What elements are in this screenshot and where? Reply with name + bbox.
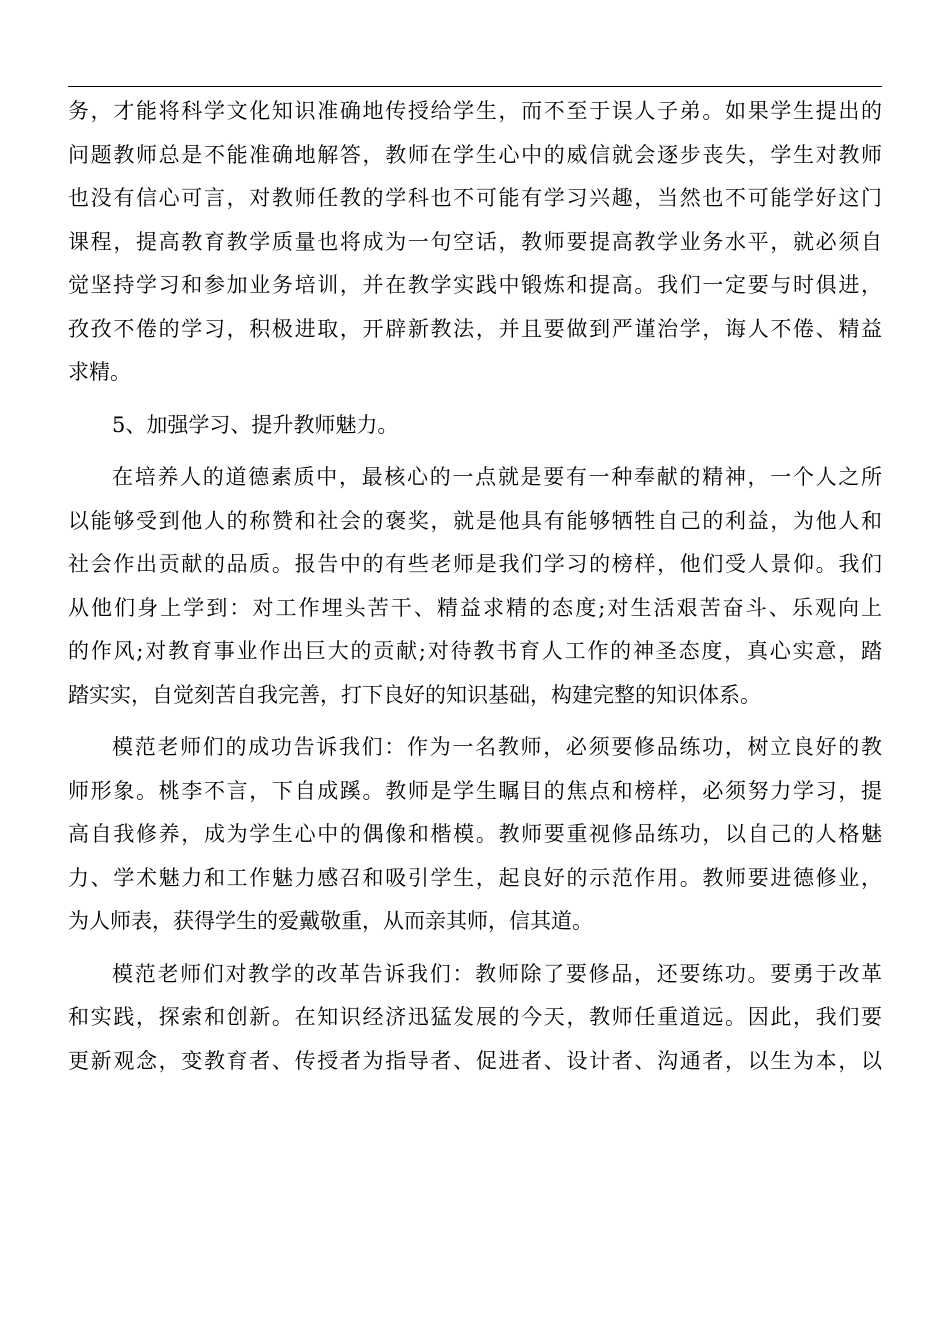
text-line: 和实践，探索和创新。在知识经济迅猛发展的今天，教师任重道远。因此，我们要 [68,1005,882,1029]
header-rule [68,86,882,87]
text-line: 觉坚持学习和参加业务培训，并在教学实践中锻炼和提高。我们一定要与时俱进， [68,273,882,297]
text-line: 模范老师们对教学的改革告诉我们：教师除了要修品，还要练功。要勇于改革 [112,961,882,986]
text-line: 的作风;对教育事业作出巨大的贡献;对待教书育人工作的神圣态度，真心实意，踏 [68,639,882,663]
text-line: 师形象。桃李不言，下自成蹊。教师是学生瞩目的焦点和榜样，必须努力学习，提 [68,778,882,803]
text-line: 模范老师们的成功告诉我们：作为一名教师，必须要修品练功，树立良好的教 [112,735,882,759]
text-line: 踏实实，自觉刻苦自我完善，打下良好的知识基础，构建完整的知识体系。 [68,682,761,707]
text-line: 也没有信心可言，对教师任教的学科也不可能有学习兴趣，当然也不可能学好这门 [68,186,882,210]
text-line: 课程，提高教育教学质量也将成为一句空话，教师要提高教学业务水平，就必须自 [68,229,882,254]
text-line: 以能够受到他人的称赞和社会的褒奖，就是他具有能够牺牲自己的利益，为他人和 [68,508,882,533]
text-line: 从他们身上学到：对工作埋头苦干、精益求精的态度;对生活艰苦奋斗、乐观向上 [68,595,882,620]
section-heading [68,404,882,448]
text-line: 力、学术魅力和工作魅力感召和吸引学生，起良好的示范作用。教师要进德修业， [68,865,882,890]
paragraph [68,90,882,395]
text-line: 孜孜不倦的学习，积极进取，开辟新教法，并且要做到严谨治学，诲人不倦、精益 [68,316,882,341]
text-line: 社会作出贡献的品质。报告中的有些老师是我们学习的榜样，他们受人景仰。我们 [68,552,882,576]
text-line: 为人师表，获得学生的爱戴敬重，从而亲其师，信其道。 [68,909,593,933]
text-line: 5、加强学习、提升教师魅力。 [112,412,399,437]
text-line: 更新观念，变教育者、传授者为指导者、促进者、设计者、沟通者，以生为本，以 [68,1048,882,1073]
text-line: 问题教师总是不能准确地解答，教师在学生心中的威信就会逐步丧失，学生对教师 [68,142,882,167]
paragraph [68,726,882,944]
paragraph [68,953,882,1084]
text-line: 务，才能将科学文化知识准确地传授给学生，而不至于误人子弟。如果学生提出的 [68,99,882,123]
text-line: 在培养人的道德素质中，最核心的一点就是要有一种奉献的精神，一个人之所 [112,465,882,489]
document-body [68,90,882,1083]
text-line: 高自我修养，成为学生心中的偶像和楷模。教师要重视修品练功，以自己的人格魅 [68,822,882,846]
text-line: 求精。 [68,360,131,384]
paragraph [68,456,882,717]
